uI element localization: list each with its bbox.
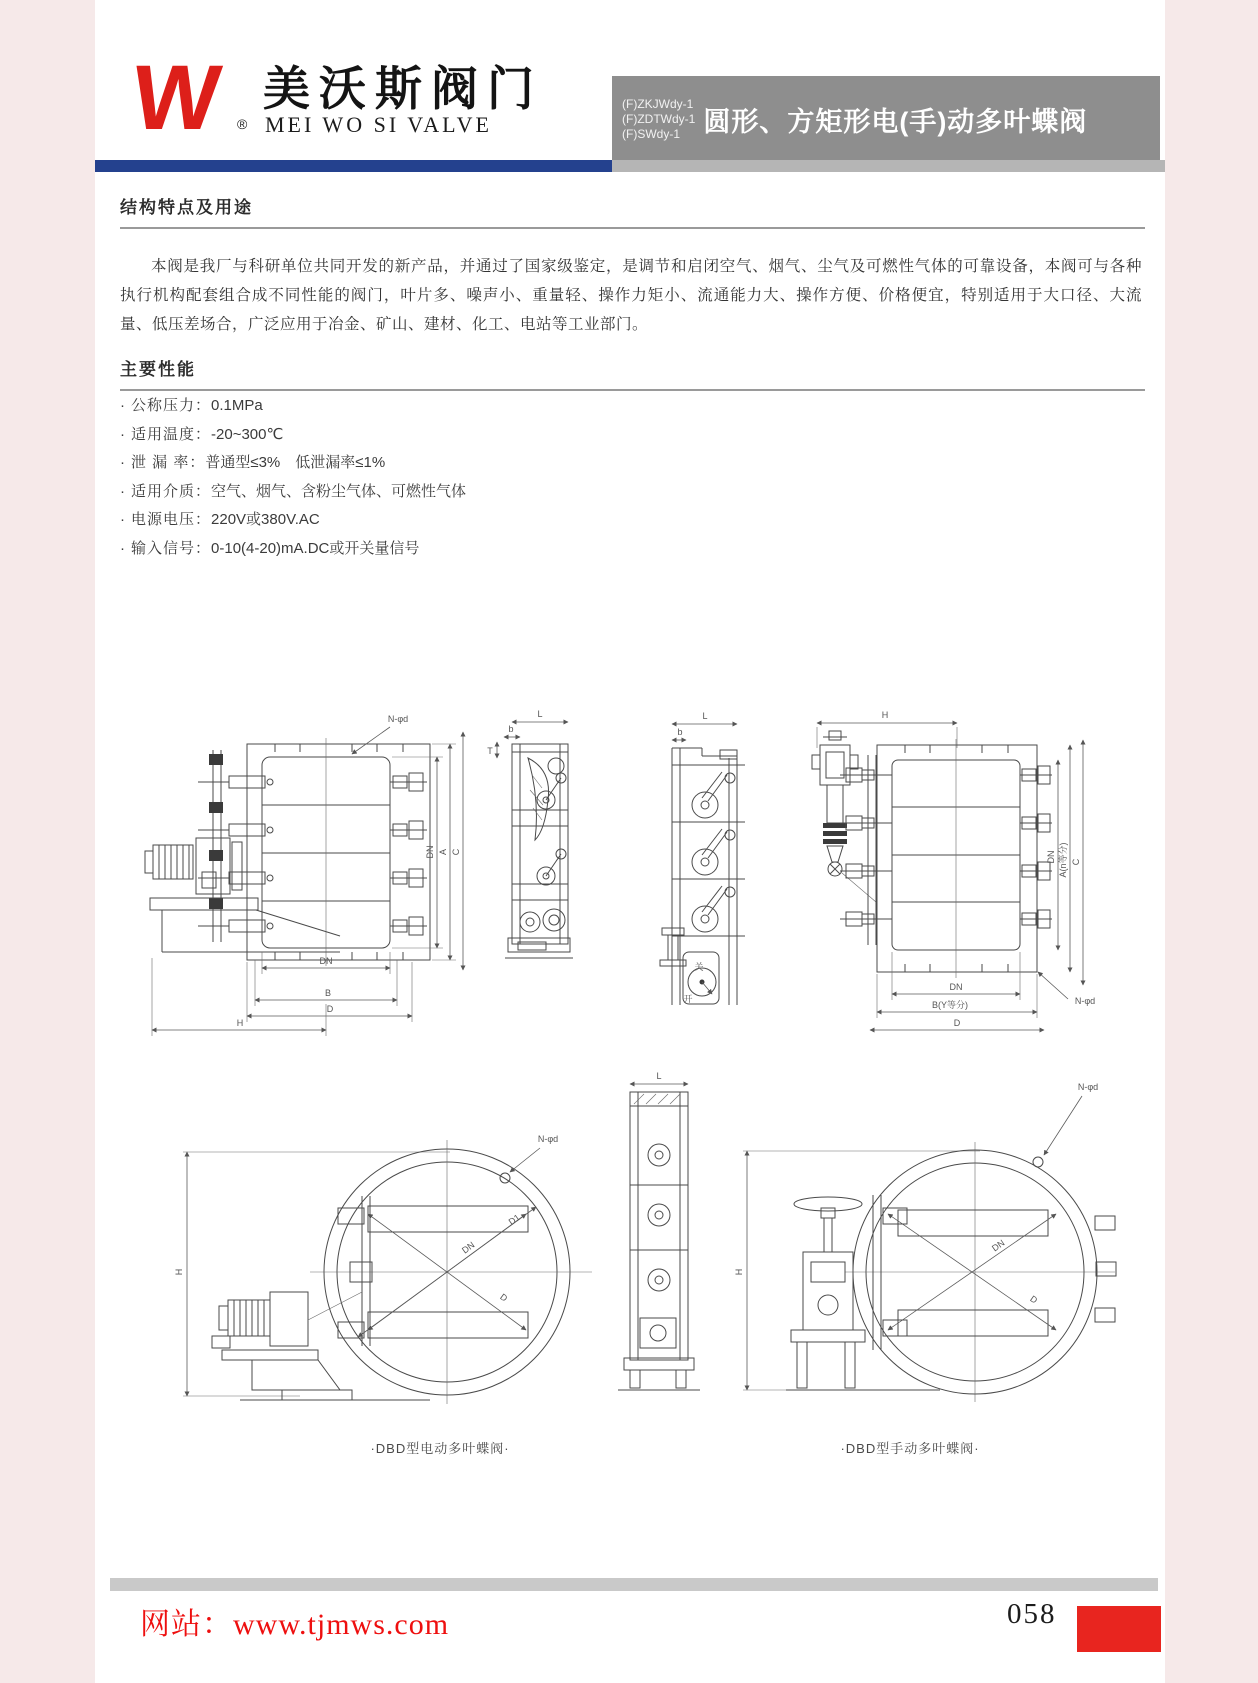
features-body: 本阀是我厂与科研单位共同开发的新产品，并通过了国家级鉴定，是调节和启闭空气、烟气、尘气及可燃性气体的可靠设备，本阀可与各种执行机构配套组合成不同性能的阀门，叶片多、噪声小、重量轻、操作力矩小、流通能力大、操作方便、价格便宜，特别适用于大口径、大流量、低压差场合，广泛应用于冶金、矿山、建材、化工、电站等工业部门。 [120,257,1142,333]
page-tab-marker [1077,1606,1161,1652]
drawing-side-view-circular [618,1071,700,1390]
label-d: D [326,1004,334,1014]
list-item [120,535,466,564]
drawing-rect-valve-electric [145,714,463,1036]
item-value: -20~300℃ [211,425,284,443]
caption-electric-valve: ·DBD型电动多叶蝶阀· [370,1441,510,1456]
label-b: B [324,988,332,998]
page-content [95,0,1165,1683]
item-value: 0-10(4-20)mA.DC或开关量信号 [211,539,420,557]
label-l: L [656,1071,662,1081]
features-title: 结构特点及用途 [120,198,253,217]
label-b-small: b [677,727,683,737]
item-value: 空气、烟气、含粉尘气体、可燃性气体 [211,482,467,500]
page-number: 058 [1007,1598,1057,1630]
drawing-circular-valve-electric [174,1134,592,1404]
bullet-icon: · [120,397,125,414]
blade-shafts-right [390,773,427,935]
handwheel-operator [786,1197,940,1390]
item-label: 适用介质： [131,482,212,500]
label-dn: DN [425,845,435,859]
item-value: 220V或380V.AC [211,511,320,528]
item-value: 0.1MPa [211,397,263,414]
bullet-icon: · [120,511,125,528]
list-item [120,478,466,507]
list-item [120,506,466,535]
item-label: 公称压力： [131,397,212,414]
bullet-icon: · [120,482,125,500]
company-name-en: MEI WO SI VALVE [265,112,492,137]
label-d: D [498,1291,510,1304]
company-name-cn: 美沃斯阀门 [263,64,543,116]
label-close: 关 [694,962,704,972]
label-n-phi-d: N-φd [1074,996,1096,1006]
label-open: 开 [683,994,693,1004]
product-title: 圆形、方矩形电(手)动多叶蝶阀 [703,107,1088,137]
label-h: H [881,710,889,720]
label-dn: DN [949,982,963,992]
item-label: 电源电压： [131,511,212,528]
label-b-small: b [508,724,514,734]
company-logo-icon: W [127,47,220,149]
drawing-side-view-indicator [660,711,745,1005]
bullet-icon: · [120,539,125,557]
label-d1: D1 [506,1212,522,1228]
label-n-phi-d: N-φd [1077,1082,1099,1092]
item-value: 普通型≤3% 低泄漏率≤1% [205,454,386,471]
model-code-2: (F)ZDTWdy-1 [622,112,696,126]
label-a: A [438,848,448,856]
item-label: 泄 漏 率： [131,454,206,471]
label-l: L [702,711,708,721]
label-c: C [1071,858,1081,866]
technical-drawings [95,640,1165,1470]
label-d: D [1028,1293,1040,1306]
bolt-circles [630,1144,688,1291]
drawing-side-view-electric [487,709,573,958]
bullet-icon: · [120,425,125,443]
model-code-3: (F)SWdy-1 [622,127,680,141]
model-codes [622,97,695,142]
label-h: H [174,1268,184,1276]
label-dn: DN [990,1237,1007,1254]
performance-title: 主要性能 [120,360,196,379]
product-title-banner [612,76,1160,163]
label-l: L [537,709,543,719]
label-c: C [451,848,461,856]
drawing-rect-valve-manual [812,710,1095,1030]
model-code-1: (F)ZKJWdy-1 [622,97,694,111]
footer-divider [110,1578,1158,1591]
section-performance-heading [120,355,1145,391]
list-item [120,449,466,478]
label-d: D [953,1018,961,1028]
caption-manual-valve: ·DBD型手动多叶蝶阀· [840,1441,980,1456]
list-item [120,392,466,421]
section-features-heading [120,193,1145,229]
label-dn: DN [319,956,333,966]
linkage [672,765,745,936]
label-dn: DN [1046,850,1056,864]
bullet-icon: · [120,454,125,471]
header-rule [95,160,1165,172]
label-a-div: A(n等分) [1058,842,1068,878]
label-t: T [487,746,493,756]
drawing-circular-valve-manual [734,1082,1116,1402]
list-item [120,421,466,450]
item-label: 输入信号： [131,539,212,557]
item-label: 适用温度： [131,425,212,443]
label-b-div: B(Y等分) [931,1000,969,1010]
electric-actuator [145,838,340,952]
label-n-phi-d: N-φd [387,714,409,724]
label-dn: DN [460,1239,477,1256]
label-h: H [734,1268,744,1276]
label-n-phi-d: N-φd [537,1134,559,1144]
registered-mark: ® [237,116,248,132]
website-link[interactable]: 网站：www.tjmws.com [140,1608,450,1641]
performance-list [120,392,466,563]
label-h: H [236,1018,244,1028]
